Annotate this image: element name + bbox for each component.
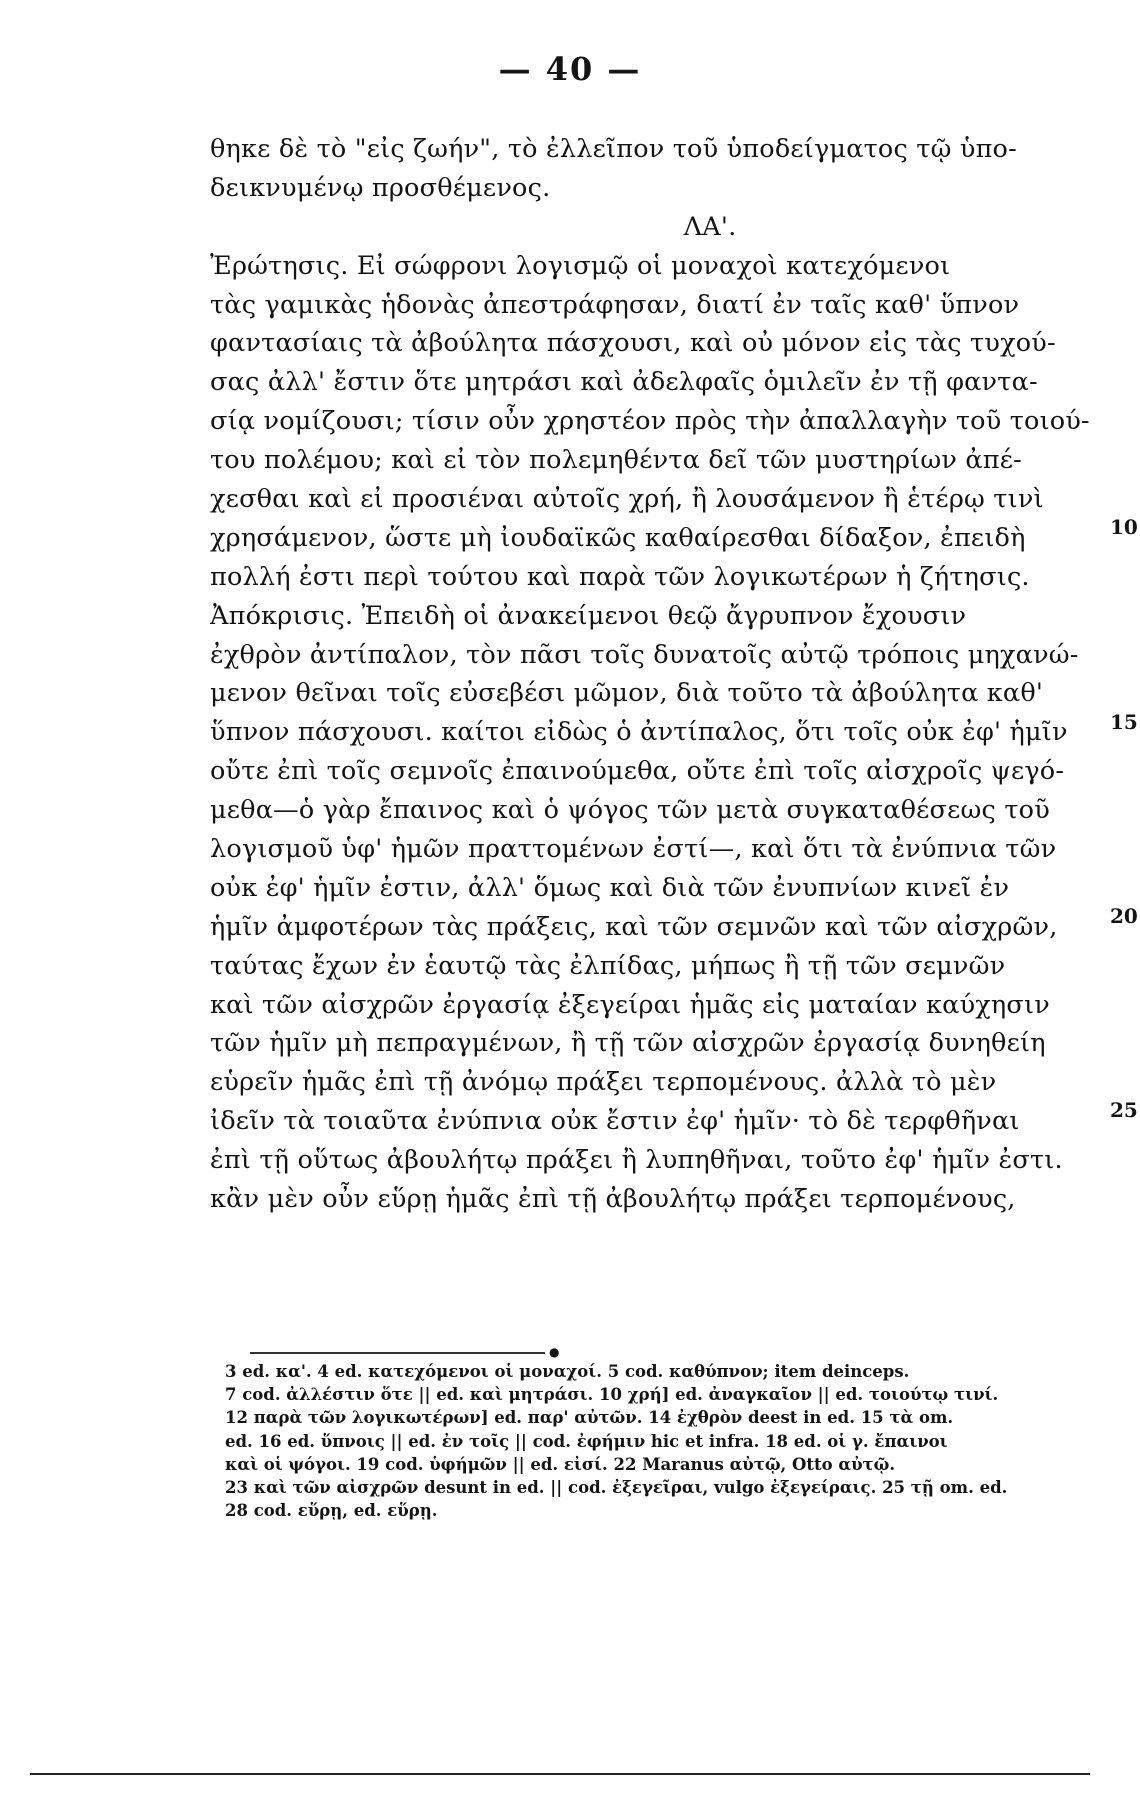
- text-line-11: πολλή ἐστι περὶ τούτου καὶ παρὰ τῶν λογικωτέρων ἡ ζήτησις.: [210, 561, 1030, 592]
- text-line-27: κἂν μὲν οὖν εὕρῃ ἡμᾶς ἐπὶ τῇ ἀβουλήτῳ πράξει τερπομένους,: [210, 1184, 1016, 1215]
- text-line-6: σας ἀλλ' ἔστιν ὅτε μητράσι καὶ ἀδελφαῖς ὁμιλεῖν ἐν τῇ φαντα-: [210, 367, 1038, 398]
- text-line-1: θηκε δὲ τὸ "εἰς ζωήν", τὸ ἐλλεῖπον τοῦ ὑποδείγματος τῷ ὑπο-: [210, 134, 1017, 164]
- main-text: [210, 130, 1090, 1258]
- footnote-line: 7 cod. ἀλλέστιν ὅτε || ed. καὶ μητράσι. 10 χρή] ed. ἀναγκαῖον || ed. τοιούτῳ τινί.: [225, 1385, 999, 1405]
- text-line-24: εὑρεῖν ἡμᾶς ἐπὶ τῇ ἀνόμῳ πράξει τερπομένους. ἀλλὰ τὸ μὲν: [210, 1067, 997, 1098]
- text-line-2: δεικνυμένῳ προσθέμενος.: [210, 172, 551, 203]
- text-line-5: φαντασίαις τὰ ἀβούλητα πάσχουσι, καὶ οὐ μόνον εἰς τὰς τυχού-: [210, 328, 1056, 359]
- text-line-8: του πολέμου; καὶ εἰ τὸν πολεμηθέντα δεῖ τῶν μυστηρίων ἀπέ-: [210, 445, 1022, 476]
- text-line-18: λογισμοῦ ὑφ' ἡμῶν πραττομένων ἐστί—, καὶ ὅτι τὰ ἐνύπνια τῶν: [210, 834, 1057, 865]
- text-line-16: οὔτε ἐπὶ τοῖς σεμνοῖς ἐπαινούμεθα, οὔτε ἐπὶ τοῖς αἰσχροῖς ψεγό-: [210, 756, 1065, 787]
- footnote-line: 12 παρὰ τῶν λογικωτέρων] ed. παρ' αὐτῶν. 14 ἐχθρὸν deest in ed. 15 τὰ om.: [225, 1408, 954, 1428]
- page-bottom-edge: [30, 1773, 1090, 1775]
- text-line-10: χρησάμενον, ὥστε μὴ ἰουδαϊκῶς καθαίρεσθαι δίδαξον, ἐπειδὴ: [210, 522, 1026, 553]
- text-line-4: τὰς γαμικὰς ἡδονὰς ἀπεστράφησαν, διατί ἐν ταῖς καθ' ὕπνον: [210, 289, 1020, 320]
- margin-line-number: 25: [1110, 1098, 1138, 1122]
- text-line-19: οὐκ ἐφ' ἡμῖν ἐστιν, ἀλλ' ὅμως καὶ διὰ τῶν ἐνυπνίων κινεῖ ἐν: [210, 872, 1010, 903]
- page-number: — 40 —: [498, 50, 642, 88]
- text-line-3: Ἐρώτησις. Εἰ σώφρονι λογισμῷ οἱ μοναχοὶ κατεχόμενοι: [210, 250, 951, 281]
- footnote-line: καὶ οἱ ψόγοι. 19 cod. ὑφήμῶν || ed. εἰσί. 22 Maranus αὐτῷ, Otto αὐτῷ.: [225, 1454, 896, 1474]
- margin-line-number: 15: [1110, 710, 1138, 734]
- text-line-7: σίᾳ νομίζουσι; τίσιν οὖν χρηστέον πρὸς τὴν ἀπαλλαγὴν τοῦ τοιού-: [210, 406, 1090, 437]
- text-line-23: τῶν ἡμῖν μὴ πεπραγμένων, ἢ τῇ τῶν αἰσχρῶν ἐργασίᾳ δυνηθείη: [210, 1028, 1046, 1059]
- text-line-28: [210, 1219, 1090, 1258]
- text-line-9: χεσθαι καὶ εἰ προσιέναι αὐτοῖς χρή, ἢ λουσάμενον ἢ ἑτέρῳ τινὶ: [210, 484, 1044, 515]
- section-heading: ΛΑ'.: [683, 211, 737, 242]
- text-line-15: ὕπνον πάσχουσι. καίτοι εἰδὼς ὁ ἀντίπαλος, ὅτι τοῖς οὐκ ἐφ' ἡμῖν: [210, 717, 1068, 748]
- text-line-12: Ἀπόκρισις. Ἐπειδὴ οἱ ἀνακείμενοι θεῷ ἄγρυπνον ἔχουσιν: [210, 600, 967, 631]
- text-line-21: ταύτας ἔχων ἐν ἑαυτῷ τὰς ἐλπίδας, μήπως ἢ τῇ τῶν σεμνῶν: [210, 950, 1006, 981]
- footnote-separator-dot: ●: [549, 1345, 560, 1359]
- footnote-line: 28 cod. εὕρῃ, ed. εὕρῃ.: [225, 1501, 438, 1521]
- margin-line-number: 20: [1110, 904, 1138, 928]
- footnote-line: ed. 16 ed. ὕπνοις || ed. ἐν τοῖς || cod. ἐφήμιν hic et infra. 18 ed. οἱ γ. ἔπαινοι: [225, 1431, 948, 1451]
- text-line-22: καὶ τῶν αἰσχρῶν ἐργασίᾳ ἐξεγείραι ἡμᾶς εἰς ματαίαν καύχησιν: [210, 989, 1050, 1020]
- text-line-26: ἐπὶ τῇ οὕτως ἀβουλήτῳ πράξει ἢ λυπηθῆναι, τοῦτο ἐφ' ἡμῖν ἐστι.: [210, 1145, 1063, 1176]
- text-line-20: ἡμῖν ἀμφοτέρων τὰς πράξεις, καὶ τῶν σεμνῶν καὶ τῶν αἰσχρῶν,: [210, 911, 1058, 942]
- footnotes: [225, 1360, 1105, 1522]
- text-line-14: μενον θεῖναι τοῖς εὐσεβέσι μῶμον, διὰ τοῦτο τὰ ἀβούλητα καθ': [210, 678, 1044, 709]
- footnote-line: 23 καὶ τῶν αἰσχρῶν desunt in ed. || cod. ἐξεγεῖραι, vulgo ἐξεγείραις. 25 τῇ om. ed.: [225, 1477, 1008, 1497]
- text-line-13: ἐχθρὸν ἀντίπαλον, τὸν πᾶσι τοῖς δυνατοῖς αὐτῷ τρόποις μηχανώ-: [210, 639, 1079, 670]
- margin-line-number: 10: [1110, 515, 1138, 539]
- footnote-line: 3 ed. κα'. 4 ed. κατεχόμενοι οἱ μοναχοί. 5 cod. καθύπνον; item deinceps.: [225, 1362, 910, 1381]
- text-line-25: ἰδεῖν τὰ τοιαῦτα ἐνύπνια οὐκ ἔστιν ἐφ' ἡμῖν· τὸ δὲ τερφθῆναι: [210, 1106, 1020, 1137]
- text-line-17: μεθα—ὁ γὰρ ἔπαινος καὶ ὁ ψόγος τῶν μετὰ συγκαταθέσεως τοῦ: [210, 795, 1050, 826]
- footnote-separator: [250, 1352, 545, 1354]
